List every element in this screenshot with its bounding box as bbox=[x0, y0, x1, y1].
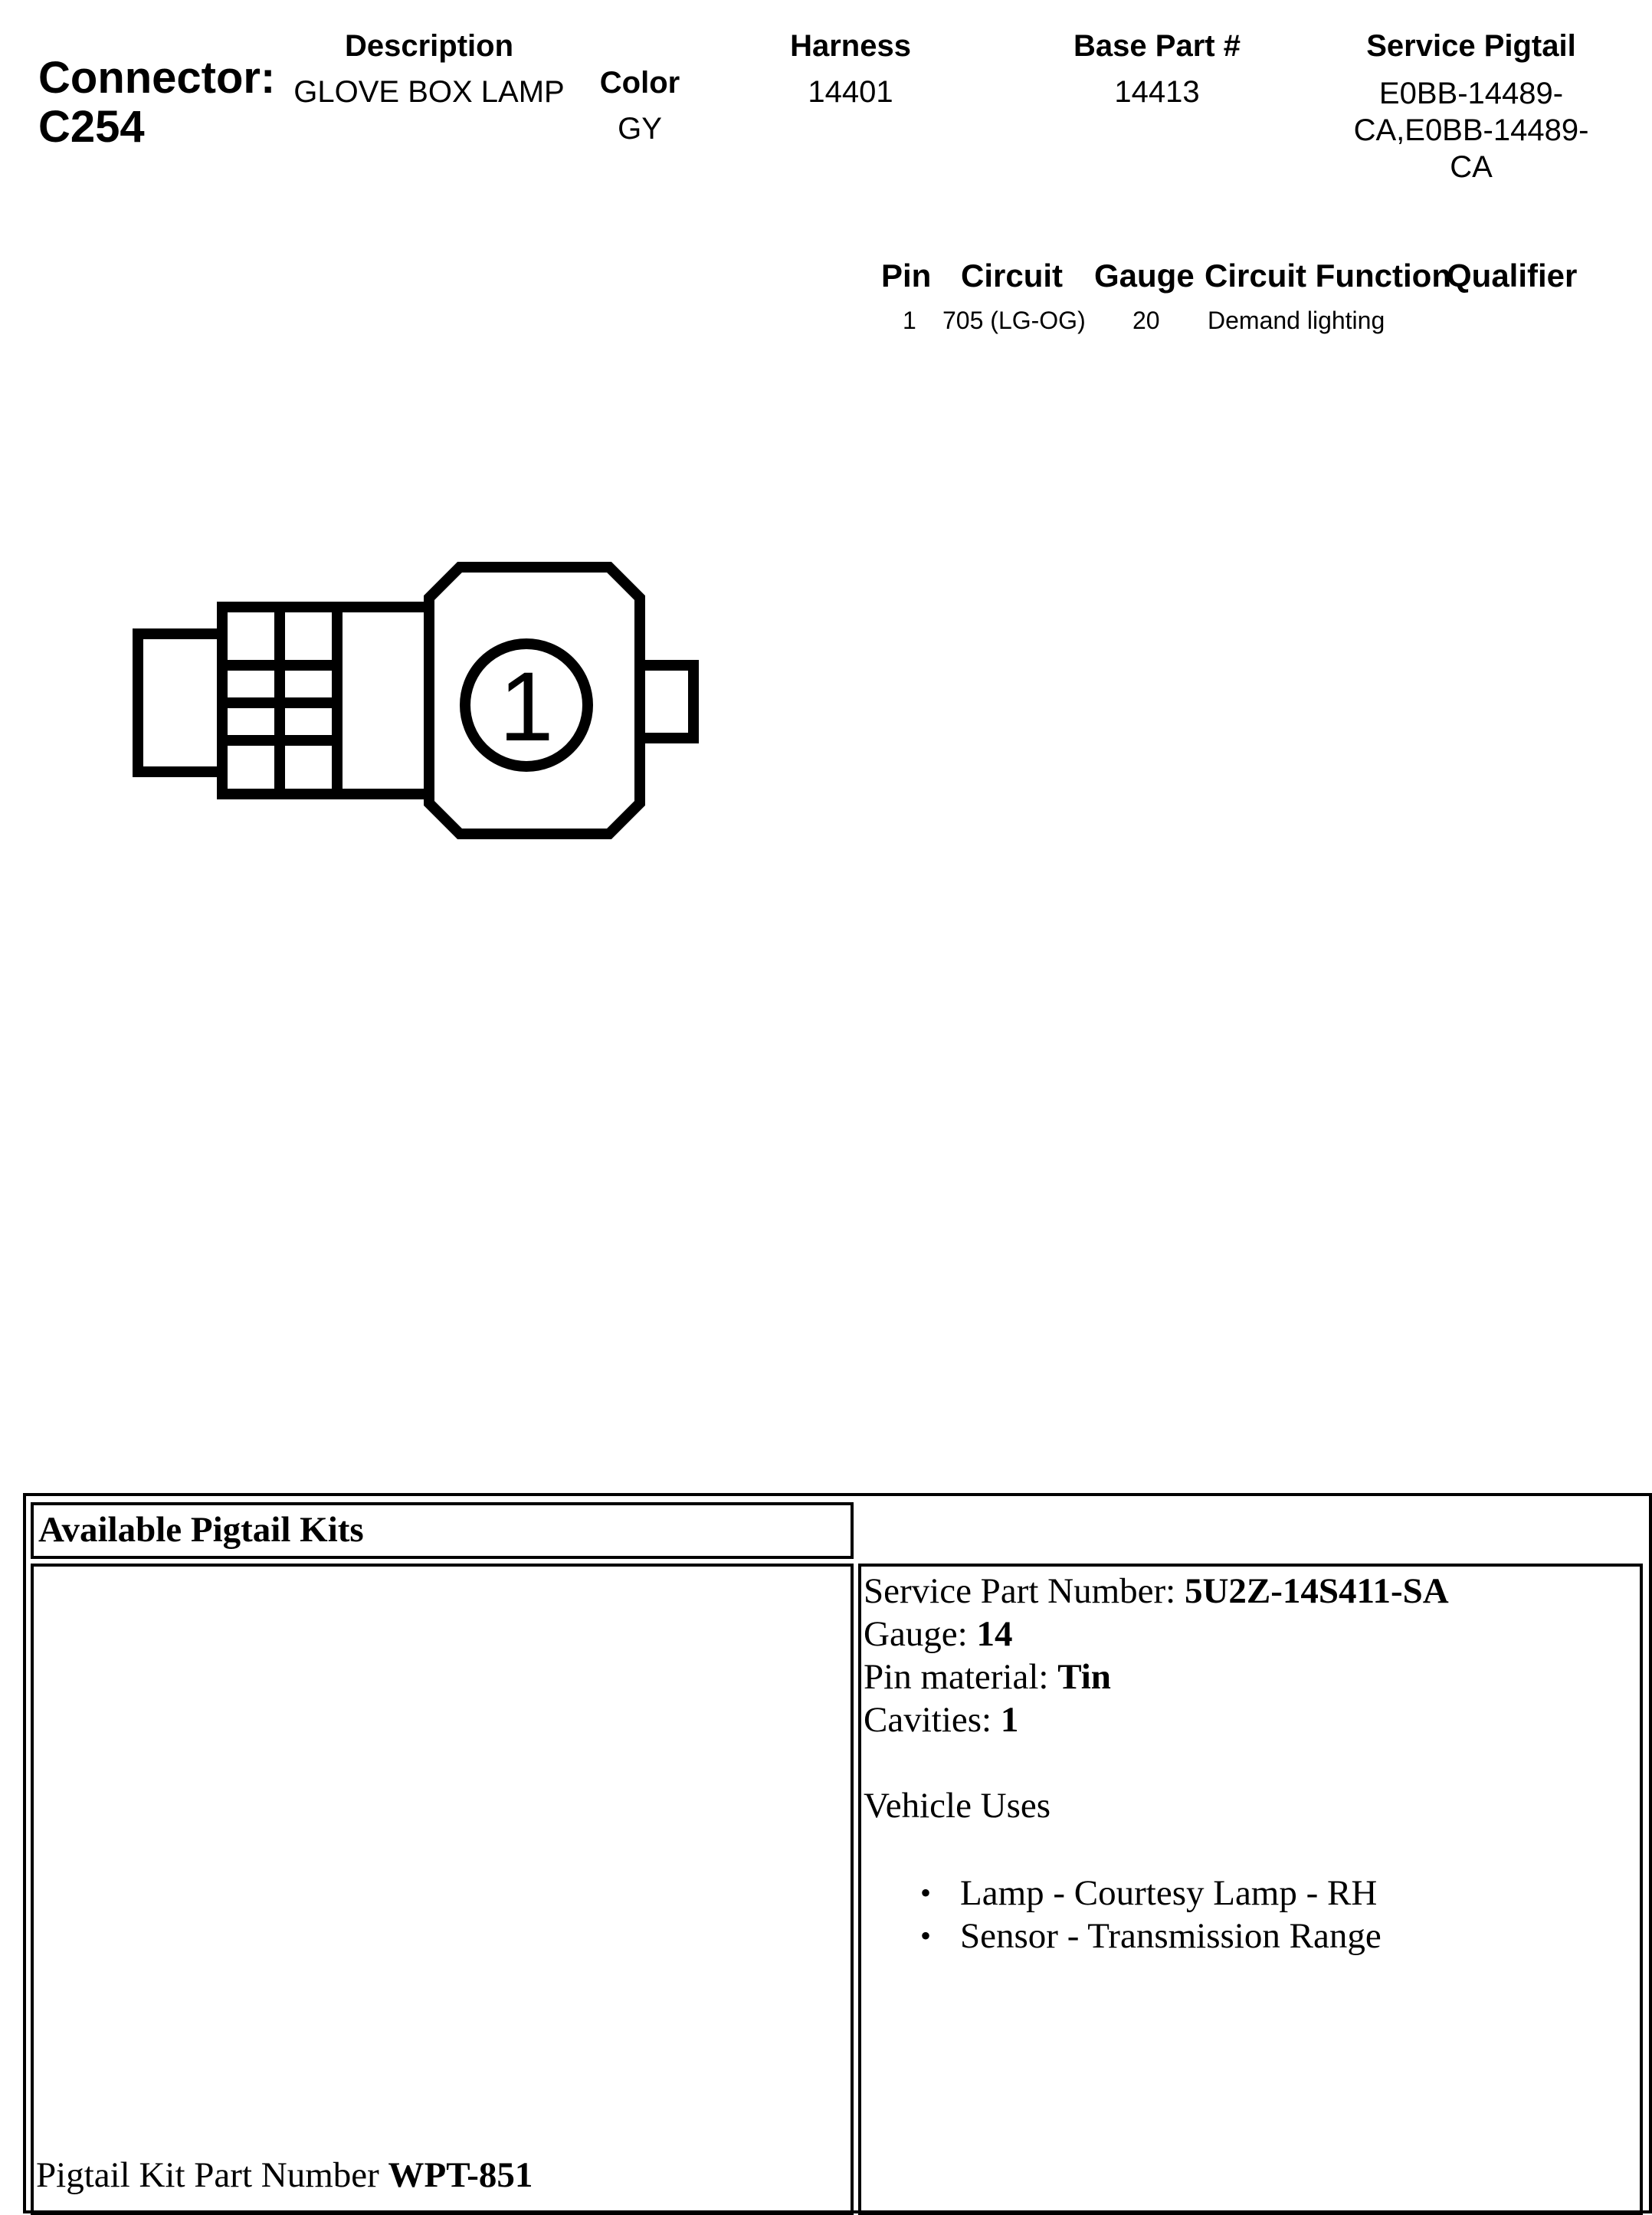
gauge-info: Gauge: 14 bbox=[864, 1614, 1013, 1654]
pigtail-kit-part-number: Pigtail Kit Part Number WPT-851 bbox=[36, 2155, 533, 2195]
connector-label: Connector: bbox=[38, 53, 276, 103]
gauge-cell: 20 bbox=[1132, 307, 1160, 334]
description-header: Description bbox=[344, 29, 514, 63]
pin-material-info: Pin material: Tin bbox=[864, 1657, 1111, 1697]
pigtail-kits-left-cell bbox=[31, 1564, 854, 2215]
gauge-info-value: 14 bbox=[976, 1614, 1013, 1654]
service-pigtail-value bbox=[1326, 75, 1617, 185]
service-pigtail-line: CA,E0BB-14489- bbox=[1353, 113, 1589, 147]
pigtail-kit-part-number-value: WPT-851 bbox=[388, 2155, 533, 2195]
service-part-number: Service Part Number: 5U2Z-14S411-SA bbox=[864, 1571, 1449, 1611]
harness-header: Harness bbox=[790, 29, 911, 63]
connector-title bbox=[38, 54, 275, 152]
service-pigtail-header: Service Pigtail bbox=[1366, 29, 1576, 63]
base-part-header: Base Part # bbox=[1073, 29, 1241, 63]
service-pigtail-line: E0BB-14489- bbox=[1378, 77, 1564, 110]
pigtail-kits-title-cell bbox=[31, 1502, 854, 1559]
pin-material-value: Tin bbox=[1057, 1657, 1111, 1697]
circuit-header: Circuit bbox=[961, 258, 1064, 294]
connector-id: C254 bbox=[38, 102, 145, 152]
color-value: GY bbox=[618, 112, 662, 146]
list-item: • Sensor - Transmission Range bbox=[911, 1915, 1449, 1957]
description-value: GLOVE BOX LAMP bbox=[293, 75, 565, 109]
service-part-number-value: 5U2Z-14S411-SA bbox=[1184, 1571, 1449, 1611]
circuit-function-cell: Demand lighting bbox=[1208, 307, 1385, 334]
gauge-header: Gauge bbox=[1094, 258, 1195, 294]
qualifier-header: Qualifier bbox=[1447, 258, 1578, 294]
color-header: Color bbox=[599, 66, 680, 100]
cavities-value: 1 bbox=[1000, 1700, 1019, 1740]
vehicle-uses-heading: Vehicle Uses bbox=[864, 1786, 1051, 1826]
connector-latch-tab bbox=[138, 634, 222, 772]
list-item: • Lamp - Courtesy Lamp - RH bbox=[911, 1872, 1449, 1915]
pigtail-kit-details bbox=[864, 1570, 1449, 1957]
pin-header: Pin bbox=[881, 258, 932, 294]
base-part-value: 14413 bbox=[1114, 75, 1200, 109]
vehicle-uses-list bbox=[911, 1872, 1449, 1957]
pigtail-kits-title: Available Pigtail Kits bbox=[38, 1510, 364, 1550]
pin-cell: 1 bbox=[903, 307, 916, 334]
connector-key-tab bbox=[640, 665, 693, 738]
service-pigtail-line: CA bbox=[1450, 150, 1493, 184]
circuit-cell: 705 (LG-OG) bbox=[942, 307, 1086, 334]
cavities-info: Cavities: 1 bbox=[864, 1700, 1019, 1740]
harness-value: 14401 bbox=[808, 75, 893, 109]
pin-1-label: 1 bbox=[499, 652, 554, 762]
connector-diagram bbox=[115, 537, 728, 858]
circuit-function-header: Circuit Function bbox=[1205, 258, 1451, 294]
